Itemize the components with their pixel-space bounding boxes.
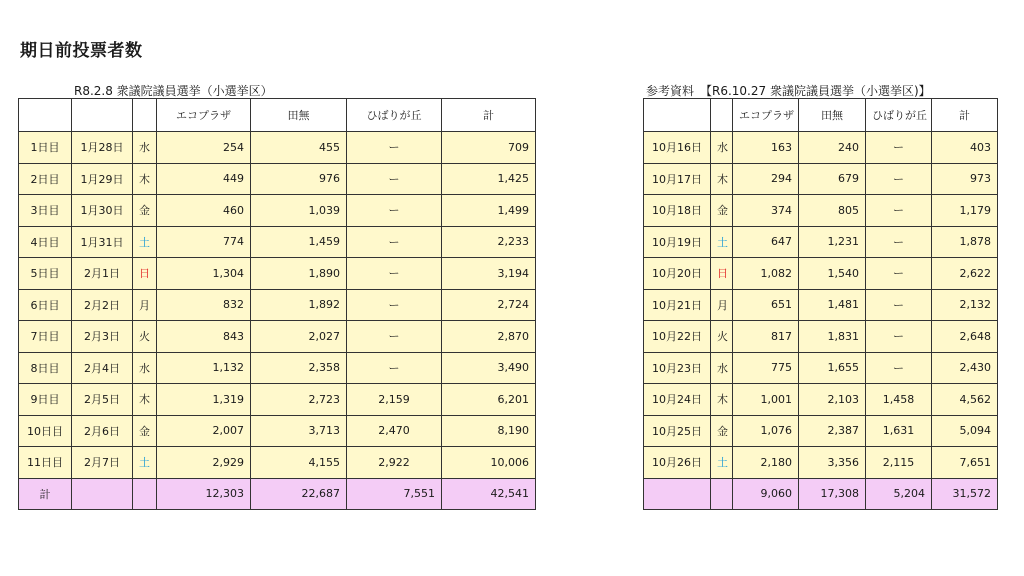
hibarigaoka-count: 2,159 [347, 384, 442, 416]
grand-total: 42,541 [442, 478, 536, 510]
weekday-cell: 木 [711, 163, 733, 195]
table-row [644, 258, 998, 290]
ecoplaza-count: 254 [157, 132, 251, 164]
date-cell: 1月29日 [72, 163, 133, 195]
hibarigaoka-count: ー [347, 226, 442, 258]
table-row [19, 321, 536, 353]
ecoplaza-count: 294 [733, 163, 799, 195]
table-row [644, 289, 998, 321]
table-row [19, 447, 536, 479]
day-number-cell: 9日目 [19, 384, 72, 416]
row-total: 2,233 [442, 226, 536, 258]
day-number-cell: 11日目 [19, 447, 72, 479]
hibarigaoka-count: 1,631 [866, 415, 932, 447]
hibarigaoka-total: 5,204 [866, 478, 932, 510]
date-cell: 1月28日 [72, 132, 133, 164]
date-cell: 2月3日 [72, 321, 133, 353]
table-row [19, 289, 536, 321]
weekday-cell: 日 [711, 258, 733, 290]
hibarigaoka-count: ー [866, 226, 932, 258]
tanashi-count: 240 [799, 132, 866, 164]
row-total: 403 [932, 132, 998, 164]
day-number-cell: 4日目 [19, 226, 72, 258]
row-total: 3,194 [442, 258, 536, 290]
weekday-cell: 水 [711, 352, 733, 384]
table-row [644, 415, 998, 447]
table-row [644, 447, 998, 479]
tanashi-count: 2,723 [251, 384, 347, 416]
day-number-cell: 6日目 [19, 289, 72, 321]
tanashi-count: 1,039 [251, 195, 347, 227]
ecoplaza-total: 12,303 [157, 478, 251, 510]
tanashi-count: 1,890 [251, 258, 347, 290]
row-total: 709 [442, 132, 536, 164]
day-number-cell: 1日目 [19, 132, 72, 164]
ecoplaza-count: 1,001 [733, 384, 799, 416]
ecoplaza-count: 843 [157, 321, 251, 353]
ecoplaza-count: 817 [733, 321, 799, 353]
row-total: 7,651 [932, 447, 998, 479]
left-table-caption: R8.2.8 衆議院議員選挙（小選挙区） [74, 84, 273, 98]
table-header-row [19, 99, 536, 132]
row-total: 2,648 [932, 321, 998, 353]
total-row [19, 478, 536, 510]
weekday-cell: 火 [711, 321, 733, 353]
tanashi-count: 2,103 [799, 384, 866, 416]
row-total: 6,201 [442, 384, 536, 416]
table-row [644, 352, 998, 384]
weekday-cell: 月 [711, 289, 733, 321]
hibarigaoka-count: ー [866, 289, 932, 321]
ecoplaza-count: 774 [157, 226, 251, 258]
weekday-cell: 土 [133, 447, 157, 479]
row-total: 10,006 [442, 447, 536, 479]
row-total: 2,132 [932, 289, 998, 321]
table-row [644, 195, 998, 227]
ecoplaza-count: 163 [733, 132, 799, 164]
tanashi-total: 17,308 [799, 478, 866, 510]
row-total: 1,878 [932, 226, 998, 258]
total-empty-cell [72, 478, 133, 510]
weekday-cell: 木 [133, 163, 157, 195]
table-row [19, 226, 536, 258]
table-row [644, 163, 998, 195]
table-row [19, 415, 536, 447]
day-number-cell: 5日目 [19, 258, 72, 290]
header-blank-cell [644, 99, 711, 132]
header-blank-cell [72, 99, 133, 132]
row-total: 2,430 [932, 352, 998, 384]
hibarigaoka-count: 2,922 [347, 447, 442, 479]
date-cell: 2月4日 [72, 352, 133, 384]
weekday-cell: 金 [133, 415, 157, 447]
ecoplaza-count: 449 [157, 163, 251, 195]
hibarigaoka-count: ー [347, 132, 442, 164]
hibarigaoka-count: ー [347, 258, 442, 290]
ecoplaza-count: 374 [733, 195, 799, 227]
table-row [19, 384, 536, 416]
page-title: 期日前投票者数 [20, 41, 143, 61]
header-blank-cell [19, 99, 72, 132]
row-total: 5,094 [932, 415, 998, 447]
day-number-cell: 2日目 [19, 163, 72, 195]
ecoplaza-count: 1,304 [157, 258, 251, 290]
date-cell: 10月20日 [644, 258, 711, 290]
day-number-cell: 7日目 [19, 321, 72, 353]
table-row [19, 195, 536, 227]
table-row [644, 226, 998, 258]
table-row [644, 132, 998, 164]
tanashi-count: 4,155 [251, 447, 347, 479]
weekday-cell: 月 [133, 289, 157, 321]
header-ecoplaza: エコプラザ [733, 99, 799, 132]
date-cell: 10月18日 [644, 195, 711, 227]
hibarigaoka-count: 2,115 [866, 447, 932, 479]
weekday-cell: 木 [133, 384, 157, 416]
row-total: 1,425 [442, 163, 536, 195]
date-cell: 2月1日 [72, 258, 133, 290]
row-total: 3,490 [442, 352, 536, 384]
ecoplaza-count: 1,082 [733, 258, 799, 290]
total-row [644, 478, 998, 510]
hibarigaoka-count: ー [866, 132, 932, 164]
weekday-cell: 金 [711, 415, 733, 447]
tanashi-count: 2,387 [799, 415, 866, 447]
weekday-cell: 土 [711, 447, 733, 479]
ecoplaza-count: 651 [733, 289, 799, 321]
header-hibarigaoka: ひばりが丘 [866, 99, 932, 132]
tanashi-count: 1,459 [251, 226, 347, 258]
date-cell: 2月5日 [72, 384, 133, 416]
table-row [644, 384, 998, 416]
weekday-cell: 土 [133, 226, 157, 258]
date-cell: 2月2日 [72, 289, 133, 321]
row-total: 1,499 [442, 195, 536, 227]
ecoplaza-count: 2,007 [157, 415, 251, 447]
total-empty-cell [133, 478, 157, 510]
hibarigaoka-count: ー [866, 321, 932, 353]
date-cell: 1月31日 [72, 226, 133, 258]
tanashi-count: 1,481 [799, 289, 866, 321]
day-number-cell: 8日目 [19, 352, 72, 384]
hibarigaoka-count: ー [347, 321, 442, 353]
tanashi-count: 976 [251, 163, 347, 195]
row-total: 2,724 [442, 289, 536, 321]
table-row [644, 321, 998, 353]
hibarigaoka-count: ー [347, 352, 442, 384]
table-row [19, 258, 536, 290]
ecoplaza-count: 1,076 [733, 415, 799, 447]
header-total: 計 [932, 99, 998, 132]
tanashi-count: 1,540 [799, 258, 866, 290]
ecoplaza-count: 2,180 [733, 447, 799, 479]
header-total: 計 [442, 99, 536, 132]
weekday-cell: 水 [711, 132, 733, 164]
table-row [19, 163, 536, 195]
row-total: 2,870 [442, 321, 536, 353]
weekday-cell: 金 [711, 195, 733, 227]
date-cell: 10月23日 [644, 352, 711, 384]
hibarigaoka-count: ー [347, 289, 442, 321]
date-cell: 10月26日 [644, 447, 711, 479]
tanashi-total: 22,687 [251, 478, 347, 510]
hibarigaoka-count: ー [866, 258, 932, 290]
tanashi-count: 455 [251, 132, 347, 164]
weekday-cell: 木 [711, 384, 733, 416]
hibarigaoka-count: ー [347, 195, 442, 227]
weekday-cell: 火 [133, 321, 157, 353]
row-total: 1,179 [932, 195, 998, 227]
date-cell: 10月16日 [644, 132, 711, 164]
ecoplaza-total: 9,060 [733, 478, 799, 510]
day-number-cell: 3日目 [19, 195, 72, 227]
date-cell: 10月21日 [644, 289, 711, 321]
date-cell: 10月19日 [644, 226, 711, 258]
hibarigaoka-total: 7,551 [347, 478, 442, 510]
table-row [19, 352, 536, 384]
hibarigaoka-count: ー [866, 163, 932, 195]
date-cell: 2月7日 [72, 447, 133, 479]
row-total: 4,562 [932, 384, 998, 416]
total-label: 計 [19, 478, 72, 510]
tanashi-count: 1,831 [799, 321, 866, 353]
tanashi-count: 805 [799, 195, 866, 227]
right-vote-table [643, 98, 998, 510]
header-tanashi: 田無 [799, 99, 866, 132]
total-empty-cell [711, 478, 733, 510]
table-row [19, 132, 536, 164]
hibarigaoka-count: 1,458 [866, 384, 932, 416]
ecoplaza-count: 1,319 [157, 384, 251, 416]
hibarigaoka-count: ー [347, 163, 442, 195]
header-tanashi: 田無 [251, 99, 347, 132]
left-vote-table [18, 98, 536, 510]
date-cell: 2月6日 [72, 415, 133, 447]
right-table-caption: 参考資料 【R6.10.27 衆議院議員選挙（小選挙区)】 [646, 84, 931, 98]
tanashi-count: 1,231 [799, 226, 866, 258]
date-cell: 10月22日 [644, 321, 711, 353]
tanashi-count: 679 [799, 163, 866, 195]
weekday-cell: 日 [133, 258, 157, 290]
ecoplaza-count: 1,132 [157, 352, 251, 384]
header-hibarigaoka: ひばりが丘 [347, 99, 442, 132]
tanashi-count: 2,358 [251, 352, 347, 384]
tanashi-count: 1,655 [799, 352, 866, 384]
day-number-cell: 10日目 [19, 415, 72, 447]
hibarigaoka-count: ー [866, 195, 932, 227]
row-total: 8,190 [442, 415, 536, 447]
tanashi-count: 3,713 [251, 415, 347, 447]
table-header-row [644, 99, 998, 132]
tanashi-count: 1,892 [251, 289, 347, 321]
row-total: 973 [932, 163, 998, 195]
date-cell: 10月24日 [644, 384, 711, 416]
date-cell: 1月30日 [72, 195, 133, 227]
hibarigaoka-count: 2,470 [347, 415, 442, 447]
ecoplaza-count: 647 [733, 226, 799, 258]
row-total: 2,622 [932, 258, 998, 290]
header-ecoplaza: エコプラザ [157, 99, 251, 132]
tanashi-count: 2,027 [251, 321, 347, 353]
total-empty-cell [644, 478, 711, 510]
weekday-cell: 金 [133, 195, 157, 227]
ecoplaza-count: 2,929 [157, 447, 251, 479]
ecoplaza-count: 460 [157, 195, 251, 227]
weekday-cell: 土 [711, 226, 733, 258]
ecoplaza-count: 775 [733, 352, 799, 384]
header-blank-cell [711, 99, 733, 132]
date-cell: 10月25日 [644, 415, 711, 447]
weekday-cell: 水 [133, 132, 157, 164]
grand-total: 31,572 [932, 478, 998, 510]
weekday-cell: 水 [133, 352, 157, 384]
date-cell: 10月17日 [644, 163, 711, 195]
tanashi-count: 3,356 [799, 447, 866, 479]
hibarigaoka-count: ー [866, 352, 932, 384]
ecoplaza-count: 832 [157, 289, 251, 321]
header-blank-cell [133, 99, 157, 132]
